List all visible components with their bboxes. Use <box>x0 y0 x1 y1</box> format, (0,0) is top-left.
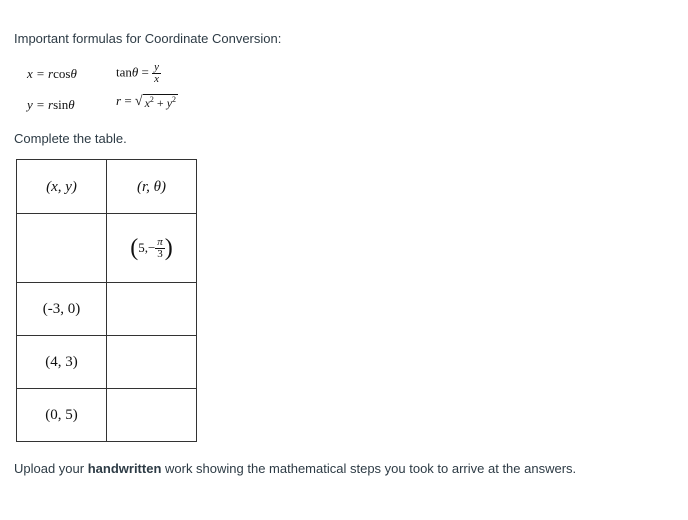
instruction-text: Complete the table. <box>14 131 127 146</box>
table-row <box>17 336 197 389</box>
formula-y: y = rsinθ <box>27 97 75 112</box>
cell-xy: (-3, 0) <box>17 283 107 336</box>
cell-xy: (4, 3) <box>17 336 107 389</box>
sqrt-symbol-icon: √ <box>134 94 143 109</box>
header-polar: (r, θ) <box>107 160 197 214</box>
polar-given-value: ( 5, − $\frac{\pi}{3}$ ) <box>130 235 173 261</box>
formula-tan: tanθ = $\frac{y}{x}$ <box>116 61 160 85</box>
formula-x: x = rcosθ <box>27 66 77 81</box>
table-row <box>17 283 197 336</box>
formula-r: r = √ $x^2 + y^2$ <box>116 93 177 110</box>
upload-instruction: Upload your handwritten work showing the mathematical steps you took to arrive at the answers. <box>14 461 577 476</box>
header-xy: (x, y) <box>17 160 107 214</box>
table-row <box>17 389 197 442</box>
cell-xy: (0, 5) <box>17 389 107 442</box>
conversion-table <box>16 159 197 442</box>
cell-polar-empty <box>107 283 197 336</box>
cell-polar-empty <box>107 336 197 389</box>
table-header-row <box>17 160 197 214</box>
intro-text: Important formulas for Coordinate Conversion: <box>14 31 282 46</box>
sqrt-expression: √ $x^2 + y^2$ <box>134 94 177 110</box>
cell-polar-empty <box>107 389 197 442</box>
tan-fraction: $\frac{y}{x}$ <box>154 61 160 85</box>
cell-xy-empty <box>17 214 107 283</box>
cell-polar-given <box>107 214 197 283</box>
table-row <box>17 214 197 283</box>
